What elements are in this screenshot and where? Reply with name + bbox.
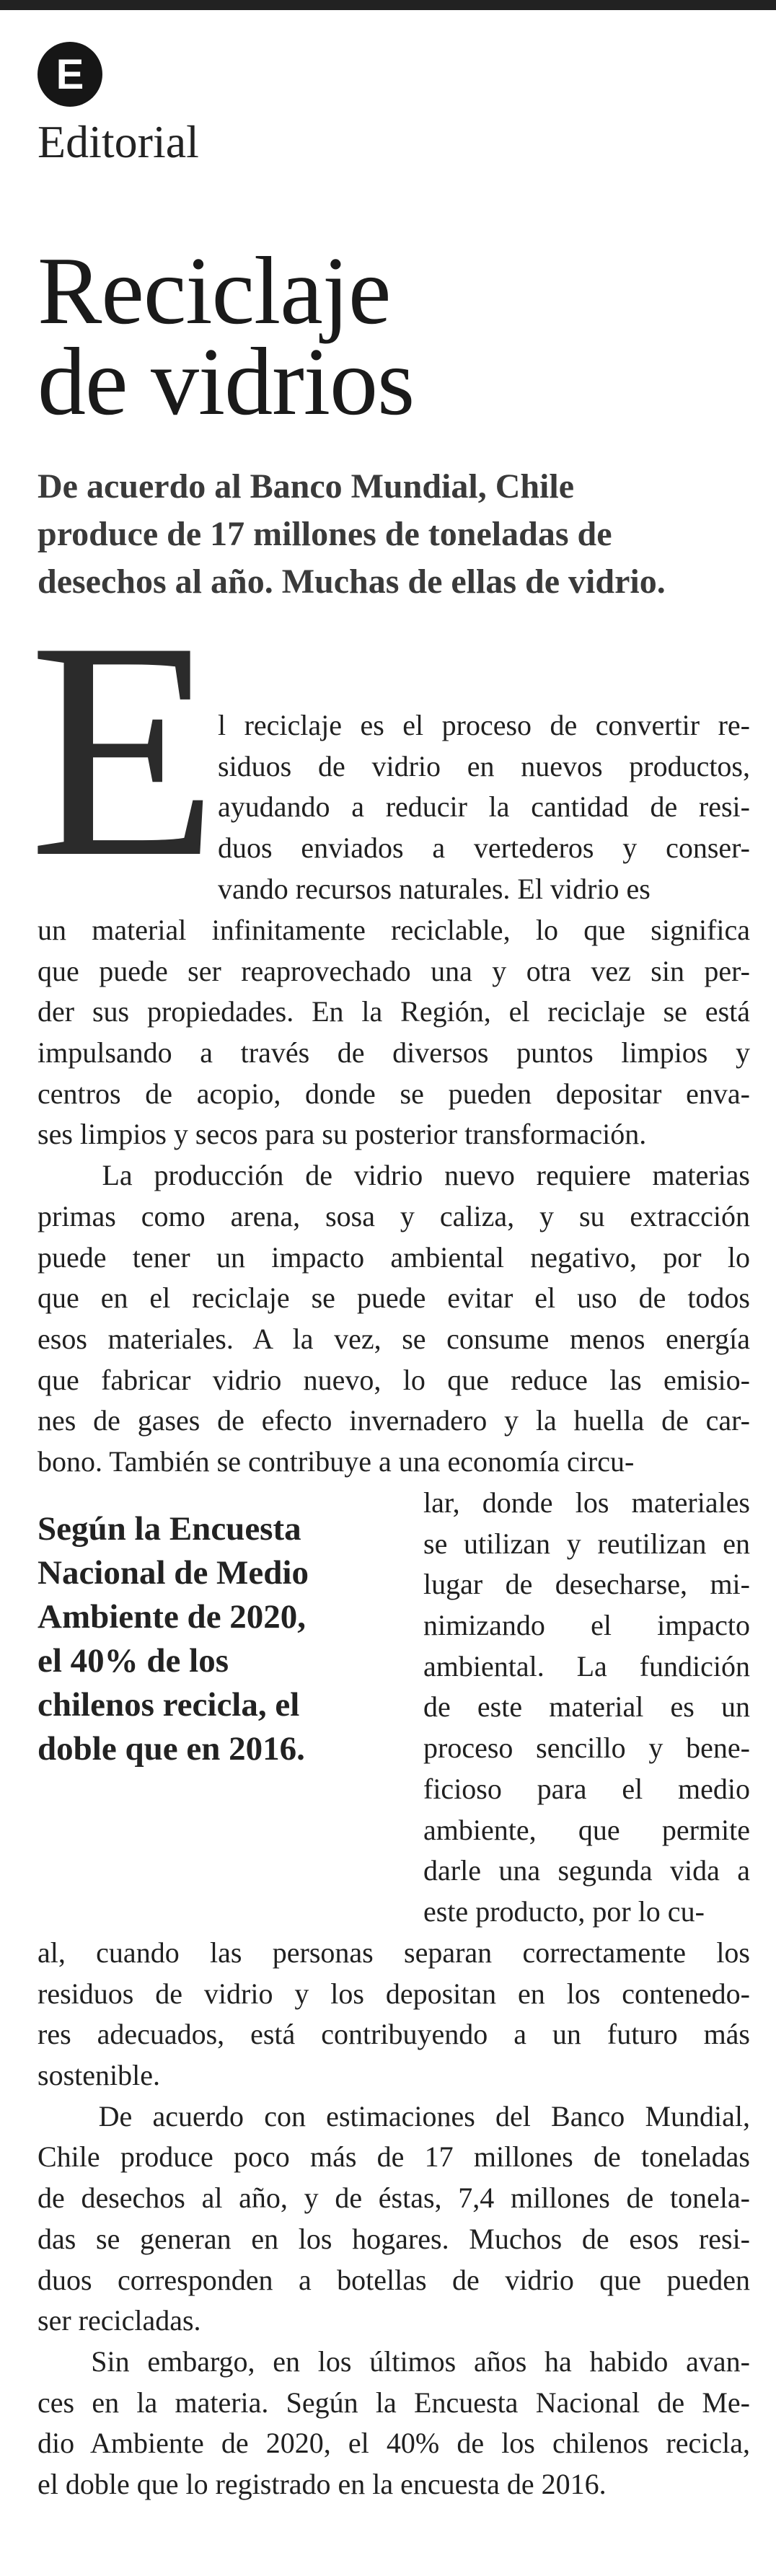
lead-line: De acuerdo al Banco Mundial, Chile [38,467,575,506]
lead-line: desechos al año. Muchas de ellas de vidrio. [38,563,666,601]
text-line: esos materiales. A la vez, se consume menos energía [38,1322,750,1355]
article-body-indented [218,705,750,909]
text-line: proceso sencillo y bene- [423,1732,750,1765]
text-line: sostenible. [38,2059,160,2092]
text-line: duos enviados a vertederos y conser- [218,832,750,865]
text-line: se utilizan y reutilizan en [423,1527,750,1560]
pull-quote-line: Nacional de Medio [38,1554,309,1592]
text-line: residuos de vidrio y los depositan en los contenedo- [38,1977,750,2010]
text-line: ses limpios y secos para su posterior transformación. [38,1118,647,1151]
text-line: res adecuados, está contribuyendo a un futuro más [38,2018,750,2051]
text-line: siduos de vidrio en nuevos productos, [218,749,750,782]
text-line: ficioso para el medio [423,1772,750,1805]
pull-quote-line: Según la Encuesta [38,1510,301,1548]
text-line: ayudando a reducir la cantidad de resi- [218,790,750,824]
text-line: vando recursos naturales. El vidrio es [218,872,651,905]
text-line: al, cuando las personas separan correctamente los [38,1936,750,1969]
section-label: Editorial [38,116,199,167]
text-line: centros de acopio, donde se pueden depositar enva- [38,1077,750,1110]
text-line: der sus propiedades. En la Región, el reciclaje se está [38,995,750,1028]
text-line: das se generan en los hogares. Muchos de esos resi- [38,2222,750,2255]
text-line: nes de gases de efecto invernadero y la huella de car- [38,1404,750,1437]
text-line: lugar de desecharse, mi- [423,1568,750,1601]
headline [38,237,415,435]
pull-quote-line: Ambiente de 2020, [38,1598,307,1636]
text-line: primas como arena, sosa y caliza, y su extracción [38,1199,750,1232]
text-line: darle una segunda vida a [423,1854,750,1887]
top-rule [0,0,776,10]
text-line: lar, donde los materiales [423,1486,750,1519]
text-line: que en el reciclaje se puede evitar el uso de todos [38,1282,750,1315]
headline-line: de vidrios [38,328,415,435]
article-body-continued [38,1933,750,2505]
text-line: este producto, por lo cu- [423,1894,705,1928]
text-line: duos corresponden a botellas de vidrio que pueden [38,2263,750,2296]
article-body-narrow [423,1483,750,1933]
article-body [38,910,750,1483]
text-line: ambiental. La fundición [423,1649,750,1682]
text-line: dio Ambiente de 2020, el 40% de los chilenos recicla, [38,2427,750,2460]
pull-quote-line: el 40% de los [38,1642,229,1680]
text-line: el doble que lo registrado en la encuesta de 2016. [38,2467,607,2500]
headline-line: Reciclaje [38,237,391,344]
text-line: de este material es un [423,1690,750,1724]
text-line: un material infinitamente reciclable, lo que significa [38,914,750,946]
text-line: puede tener un impacto ambiental negativo, por lo [38,1240,750,1274]
text-line: bono. También se contribuye a una economía circu- [38,1444,635,1478]
text-line: l reciclaje es el proceso de convertir re- [218,709,750,741]
text-line: ambiente, que permite [423,1813,750,1846]
text-line: nimizando el impacto [423,1609,750,1642]
text-line: de desechos al año, y de éstas, 7,4 millones de tonela- [38,2182,750,2215]
text-line: La producción de vidrio nuevo requiere materias [38,1159,750,1192]
text-line: que fabricar vidrio nuevo, lo que reduce las emisio- [38,1363,750,1396]
text-line: ces en la materia. Según la Encuesta Nacional de Me- [38,2386,750,2419]
text-line: Chile produce poco más de 17 millones de toneladas [38,2140,750,2174]
pull-quote-line: doble que en 2016. [38,1730,305,1768]
pull-quote-line: chilenos recicla, el [38,1686,300,1724]
text-line: que puede ser reaprovechado una y otra vez sin per- [38,954,750,987]
lead-line: produce de 17 millones de toneladas de [38,515,612,553]
text-line: De acuerdo con estimaciones del Banco Mundial, [38,2099,750,2132]
text-line: ser recicladas. [38,2304,201,2337]
text-line: Sin embargo, en los últimos años ha habido avan- [38,2345,750,2378]
pull-quote [38,1507,413,1771]
text-line: impulsando a través de diversos puntos limpios y [38,1036,750,1069]
drop-cap: E [29,578,219,922]
section-badge-icon: E [38,42,102,107]
